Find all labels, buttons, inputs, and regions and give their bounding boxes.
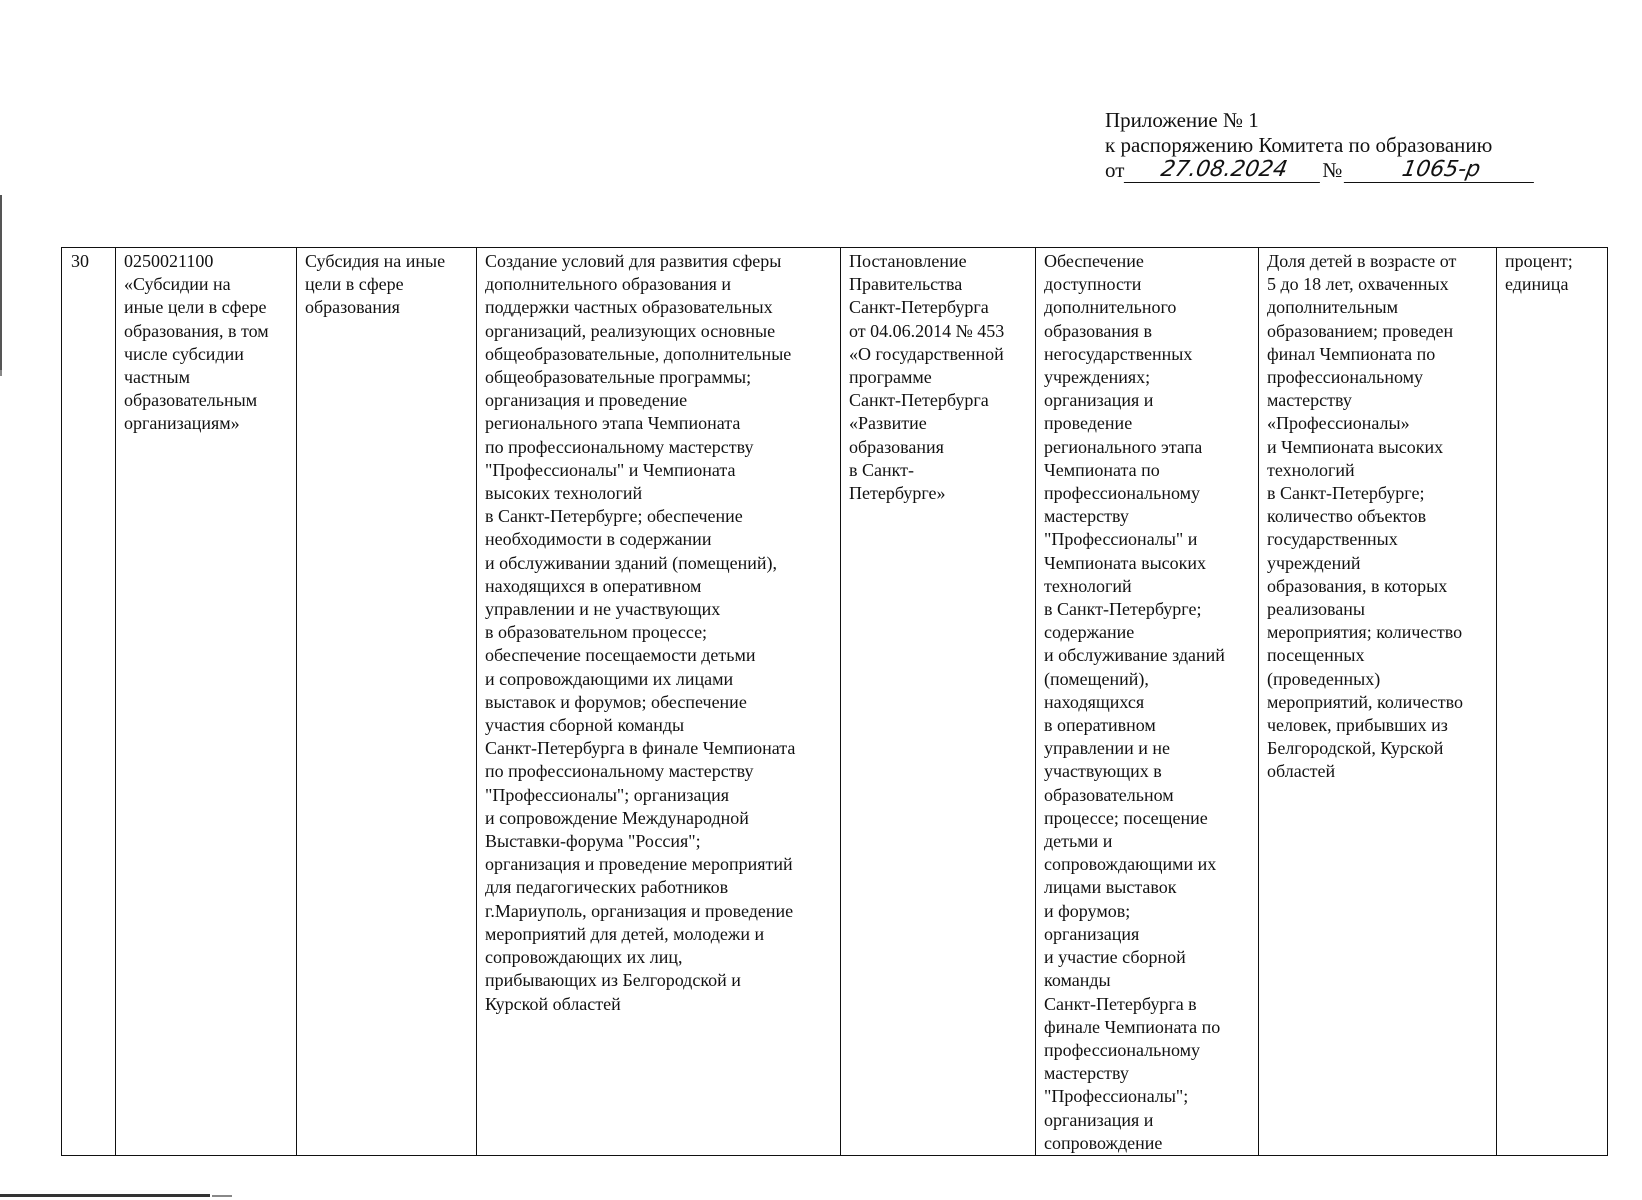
scan-edge-mark xyxy=(0,195,2,370)
legal-basis-cell: Постановление Правительства Санкт-Петербурга от 04.06.2014 № 453 «О государственной программе Санкт-Петербурга «Развитие образования в Санкт- Петербурге» xyxy=(841,248,1036,1156)
subsidy-type-cell: Субсидия на иные цели в сфере образования xyxy=(297,248,477,1156)
date-prefix: от xyxy=(1105,158,1125,182)
appendix-header xyxy=(1105,108,1536,183)
handwritten-date: 27.08.2024 xyxy=(1124,158,1324,183)
row-index-cell: 30 xyxy=(62,248,116,1156)
scan-edge-mark xyxy=(0,370,2,376)
number-label: № xyxy=(1322,158,1343,182)
indicator-cell: Доля детей в возрасте от 5 до 18 лет, охваченных дополнительным образованием; проведен финал Чемпионата по профессиональному мастерству «Профессионалы» и Чемпионата высоких технологий в Санкт-Петербурге; количество объектов государственных учреждений образования, в которых реализованы мероприятия; количество посещенных (проведенных) мероприятий, количество человек, прибывших из Белгородской, Курской областей xyxy=(1259,248,1497,1156)
scan-edge-mark xyxy=(0,1194,210,1197)
handwritten-number: 1065-р xyxy=(1344,158,1538,183)
scan-edge-mark xyxy=(212,1195,232,1197)
appendix-title: Приложение № 1 xyxy=(1105,108,1259,132)
subsidy-table xyxy=(61,247,1608,1156)
code-name-cell: 0250021100 «Субсидии на иные цели в сфере образования, в том числе субсидии частным образовательным организациям» xyxy=(116,248,297,1156)
order-reference: к распоряжению Комитета по образованию xyxy=(1105,133,1493,157)
unit-cell: процент; единица xyxy=(1497,248,1608,1156)
table-row xyxy=(62,248,1608,1156)
result-cell: Обеспечение доступности дополнительного образования в негосударственных учреждениях; организация и проведение регионального этапа Чемпионата по профессиональному мастерству "Профессионалы" и Чемпионата высоких технологий в Санкт-Петербурге; содержание и обслуживание зданий (помещений), находящихся в оперативном управлении и не участвующих в образовательном процессе; посещение детьми и сопровождающими их лицами выставок и форумов; организация и участие сборной команды Санкт-Петербурга в финале Чемпионата по профессиональному мастерству "Профессионалы"; организация и сопровождение xyxy=(1036,248,1259,1156)
purpose-cell: Создание условий для развития сферы дополнительного образования и поддержки частных образовательных организаций, реализующих основные общеобразовательные, дополнительные общеобразовательные программы; организация и проведение регионального этапа Чемпионата по профессиональному мастерству "Профессионалы" и Чемпионата высоких технологий в Санкт-Петербурге; обеспечение необходимости в содержании и обслуживании зданий (помещений), находящихся в оперативном управлении и не участвующих в образовательном процессе; обеспечение посещаемости детьми и сопровождающими их лицами выставок и форумов; обеспечение участия сборной команды Санкт-Петербурга в финале Чемпионата по профессиональному мастерству "Профессионалы"; организация и сопровождение Международной Выставки-форума "Россия"; организация и проведение мероприятий для педагогических работников г.Мариуполь, организация и проведение мероприятий для детей, молодежи и сопровождающих их лиц, прибывающих из Белгородской и Курской областей xyxy=(477,248,841,1156)
order-date-number xyxy=(1105,158,1536,183)
